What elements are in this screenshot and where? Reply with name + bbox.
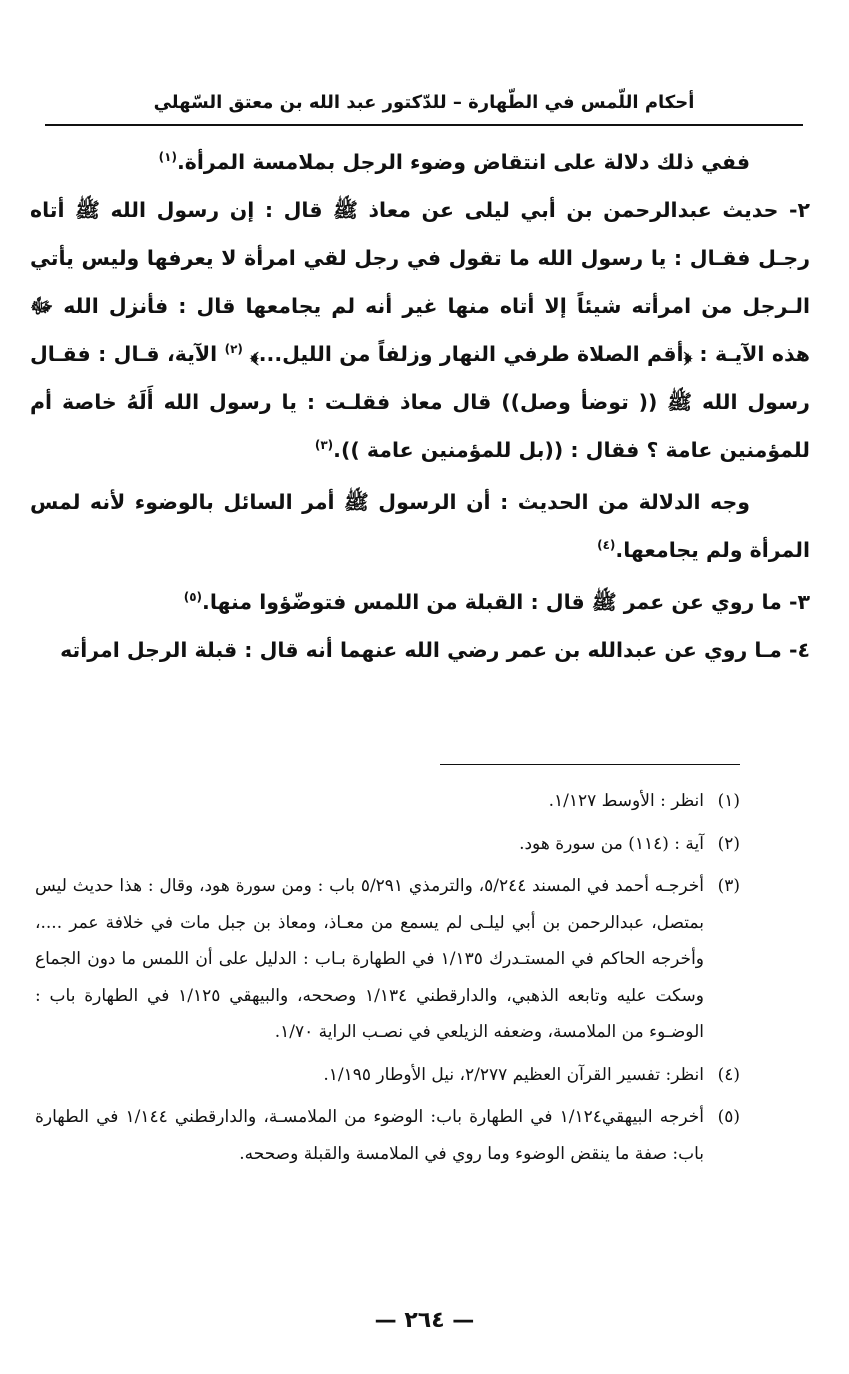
footnote-ref: (٣) xyxy=(314,438,334,453)
page-number: — ٢٦٤ — xyxy=(374,1308,475,1333)
footnote-item xyxy=(35,868,740,1051)
paragraph-4 xyxy=(30,578,810,626)
footnote-number: (٥) xyxy=(717,1107,740,1127)
main-text xyxy=(30,138,810,674)
paragraph-text: الآية، قـال : فقـال رسول الله ﷺ (( توضأ وصل)) قال معاذ فقلـت : يا رسول الله أَلَهُ خاصة أم للمؤمنين عامة ؟ فقال : ((بل للمؤمنين عامة )). xyxy=(30,342,810,462)
footnote-item xyxy=(35,1099,740,1172)
paragraph-2 xyxy=(30,186,810,474)
footnote-number: (١) xyxy=(717,791,740,811)
footnote-number: (٤) xyxy=(717,1064,740,1085)
footnote-separator xyxy=(440,764,740,765)
header-rule xyxy=(45,124,803,126)
footnote-item xyxy=(35,1057,740,1094)
paragraph-1 xyxy=(30,138,810,186)
paragraph-3 xyxy=(30,478,810,574)
footnote-number: (٣) xyxy=(717,876,740,896)
footnote-ref: (١) xyxy=(158,150,177,165)
footnote-text: أخرجه البيهقي١/١٢٤ في الطهارة باب: الوضوء من الملامسـة، والدارقطني ١/١٤٤ في الطهارة باب: صفة ما ينقض الوضوء وما روي في الملامسة والقبلة وصححه. xyxy=(35,1107,705,1164)
footnote-number: (٢) xyxy=(717,833,740,854)
footnote-item xyxy=(35,826,740,863)
paragraph-text: ٤- مـا روي عن عبدالله بن عمر رضي الله عنهما أنه قال : قبلة الرجل امرأته xyxy=(60,638,810,662)
paragraph-text: ٣- ما روي عن عمر ﷺ قال : القبلة من اللمس فتوضّؤوا منها. xyxy=(202,590,810,614)
paragraph-5 xyxy=(30,626,810,674)
running-header: أحكام اللّمس في الطّهارة – للدّكتور عبد الله بن معتق السّهلي xyxy=(153,92,695,113)
footnote-text: آية : (١١٤) من سورة هود. xyxy=(519,833,704,854)
footnote-ref: (٢) xyxy=(224,342,243,357)
footnote-ref: (٥) xyxy=(183,590,203,605)
footnote-ref: (٤) xyxy=(597,538,616,553)
footnotes xyxy=(35,783,740,1178)
footnote-text: أخرجـه أحمد في المسند ٥/٢٤٤، والترمذي ٥/٢٩١ باب : ومن سورة هود، وقال : هذا حديث ليس بمتصل، عبدالرحمن بن أبي ليلـى لم يسمع من معـاذ، ومعاذ بن جبل مات في خلافة عمر ....، وأخرجه الحاكم في المستـدرك ١/١٣٥ في الطهارة بـاب : الدليل على أن اللمس ما دون الجماع وسكت عليه وتابعه الذهبي، والدارقطني ١/١٣٤ وصححه، والبيهقي ١/١٢٥ في الطهارة باب : الوضـوء من الملامسة، وضعفه الزيلعي في نصـب الراية ١/٧٠. xyxy=(35,876,704,1042)
footnote-text: انظر: تفسير القرآن العظيم ٢/٢٧٧، نيل الأوطار ١/١٩٥. xyxy=(323,1064,704,1085)
paragraph-text: وجه الدلالة من الحديث : أن الرسول ﷺ أمر السائل بالوضوء لأنه لمس المرأة ولم يجامعها. xyxy=(30,490,810,562)
footnote-item xyxy=(35,783,740,820)
footnote-text: انظر : الأوسط ١/١٢٧. xyxy=(548,791,704,811)
paragraph-text: ففي ذلك دلالة على انتقاض وضوء الرجل بملامسة المرأة. xyxy=(176,150,750,174)
paragraph-text: ٢- حديث عبدالرحمن بن أبي ليلى عن معاذ ﷺ قال : إن رسول الله ﷺ أتاه رجـل فقـال : يا رسول الله ما تقول في رجل لقي امرأة لا يعرفها وليس يأتي الـرجل من امرأته شيئاً إلا أتاه منها غير أنه لم يجامعها قال : فأنزل الله ﷻ هذه الآيـة : ﴿أقم الصلاة طرفي النهار وزلفاً من الليل...﴾ xyxy=(30,198,810,366)
